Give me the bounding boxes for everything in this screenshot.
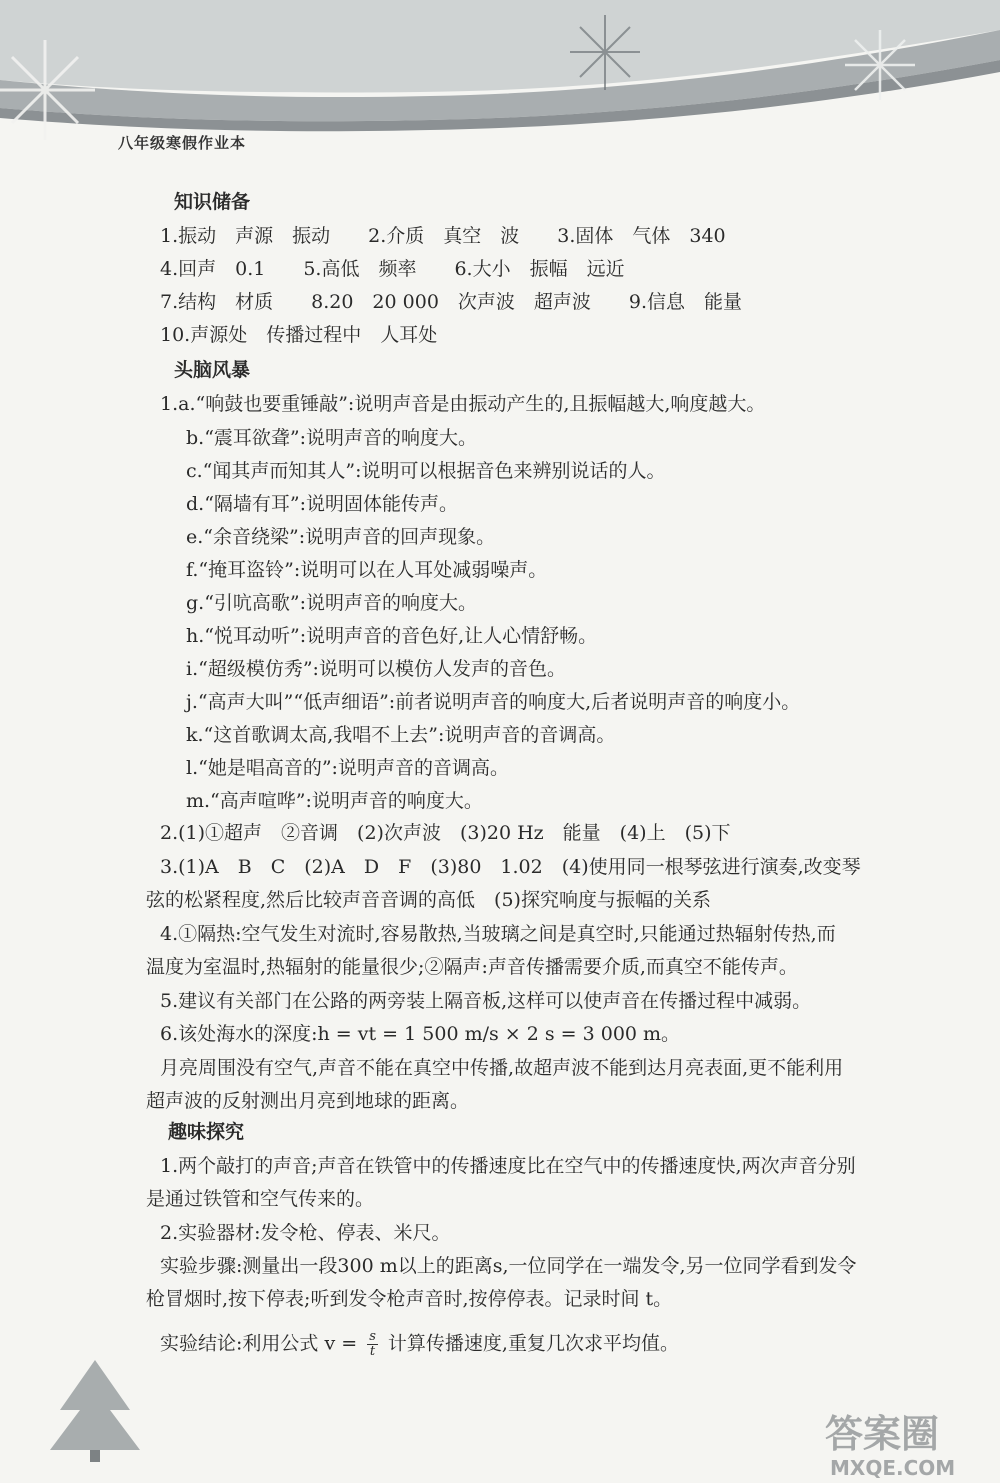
answer-line: f.“掩耳盗铃”:说明可以在人耳处减弱噪声。 [186, 559, 548, 581]
answer-line: h.“悦耳动听”:说明声音的音色好,让人心情舒畅。 [186, 625, 598, 647]
answer-line: 月亮周围没有空气,声音不能在真空中传播,故超声波不能到达月亮表面,更不能利用 [160, 1057, 844, 1079]
answer-line: 3.(1)A B C (2)A D F (3)80 1.02 (4)使用同一根琴弦进行演奏,改变琴 [160, 856, 861, 878]
answer-line: 实验步骤:测量出一段300 m以上的距离s,一位同学在一端发令,另一位同学看到发令 [160, 1255, 857, 1277]
answer-line: d.“隔墙有耳”:说明固体能传声。 [186, 493, 459, 515]
answer-line: 5.建议有关部门在公路的两旁装上隔音板,这样可以使声音在传播过程中减弱。 [160, 990, 812, 1012]
tree-icon [40, 1355, 150, 1465]
section-title: 知识储备 [174, 191, 251, 213]
answer-line: 1.振动 声源 振动 2.介质 真空 波 3.固体 气体 340 [160, 225, 726, 247]
answer-line: j.“高声大叫”“低声细语”:前者说明声音的响度大,后者说明声音的响度小。 [186, 691, 801, 713]
snowflake-icon [845, 30, 915, 100]
answer-line: g.“引吭高歌”:说明声音的响度大。 [186, 592, 478, 614]
answer-line: 弦的松紧程度,然后比较声音音调的高低 (5)探究响度与振幅的关系 [146, 889, 711, 911]
formula-fraction [367, 1330, 378, 1359]
answer-line: m.“高声喧哗”:说明声音的响度大。 [186, 790, 483, 812]
section-title: 趣味探究 [168, 1121, 245, 1143]
answer-line: 2.(1)①超声 ②音调 (2)次声波 (3)20 Hz 能量 (4)上 (5)下 [160, 822, 731, 844]
answer-line: 1.两个敲打的声音;声音在铁管中的传播速度比在空气中的传播速度快,两次声音分别 [160, 1155, 856, 1177]
answer-line: e.“余音绕梁”:说明声音的回声现象。 [186, 526, 496, 548]
answer-line: 温度为室温时,热辐射的能量很少;②隔声:声音传播需要介质,而真空不能传声。 [146, 956, 798, 978]
watermark-logo [820, 1405, 995, 1480]
fraction-numerator: s [369, 1329, 376, 1344]
answer-line: 是通过铁管和空气传来的。 [146, 1188, 375, 1210]
section-title: 头脑风暴 [174, 359, 251, 381]
answer-line: k.“这首歌调太高,我唱不上去”:说明声音的音调高。 [186, 724, 616, 746]
header-title: 八年级寒假作业本 [118, 134, 247, 152]
answer-line: i.“超级模仿秀”:说明可以模仿人发声的音色。 [186, 658, 566, 680]
conclusion-before: 实验结论:利用公式 v = [160, 1332, 358, 1355]
answer-line: 10.声源处 传播过程中 人耳处 [160, 324, 438, 346]
answer-line: l.“她是唱高音的”:说明声音的音调高。 [186, 757, 509, 779]
fraction-denominator: t [369, 1344, 376, 1359]
watermark-sub: MXQE.COM [830, 1456, 956, 1480]
answer-line: 2.实验器材:发令枪、停表、米尺。 [160, 1222, 451, 1244]
answer-line: c.“闻其声而知其人”:说明可以根据音色来辨别说话的人。 [186, 460, 666, 482]
answer-line: 超声波的反射测出月亮到地球的距离。 [146, 1090, 470, 1112]
answer-line: b.“震耳欲聋”:说明声音的响度大。 [186, 427, 478, 449]
watermark-text: 答案圈 [825, 1412, 940, 1456]
conclusion-after: 计算传播速度,重复几次求平均值。 [387, 1332, 679, 1355]
answer-line: 7.结构 材质 8.20 20 000 次声波 超声波 9.信息 能量 [160, 291, 743, 313]
conclusion-line [160, 1330, 679, 1359]
answer-line: 4.①隔热:空气发生对流时,容易散热,当玻璃之间是真空时,只能通过热辐射传热,而 [160, 923, 836, 945]
answer-line: 1.a.“响鼓也要重锤敲”:说明声音是由振动产生的,且振幅越大,响度越大。 [160, 393, 766, 415]
answer-line: 6.该处海水的深度:h = vt = 1 500 m/s × 2 s = 3 000 m。 [160, 1023, 681, 1045]
answer-line: 枪冒烟时,按下停表;听到发令枪声音时,按停停表。记录时间 t。 [146, 1288, 673, 1310]
answer-line: 4.回声 0.1 5.高低 频率 6.大小 振幅 远近 [160, 258, 625, 280]
